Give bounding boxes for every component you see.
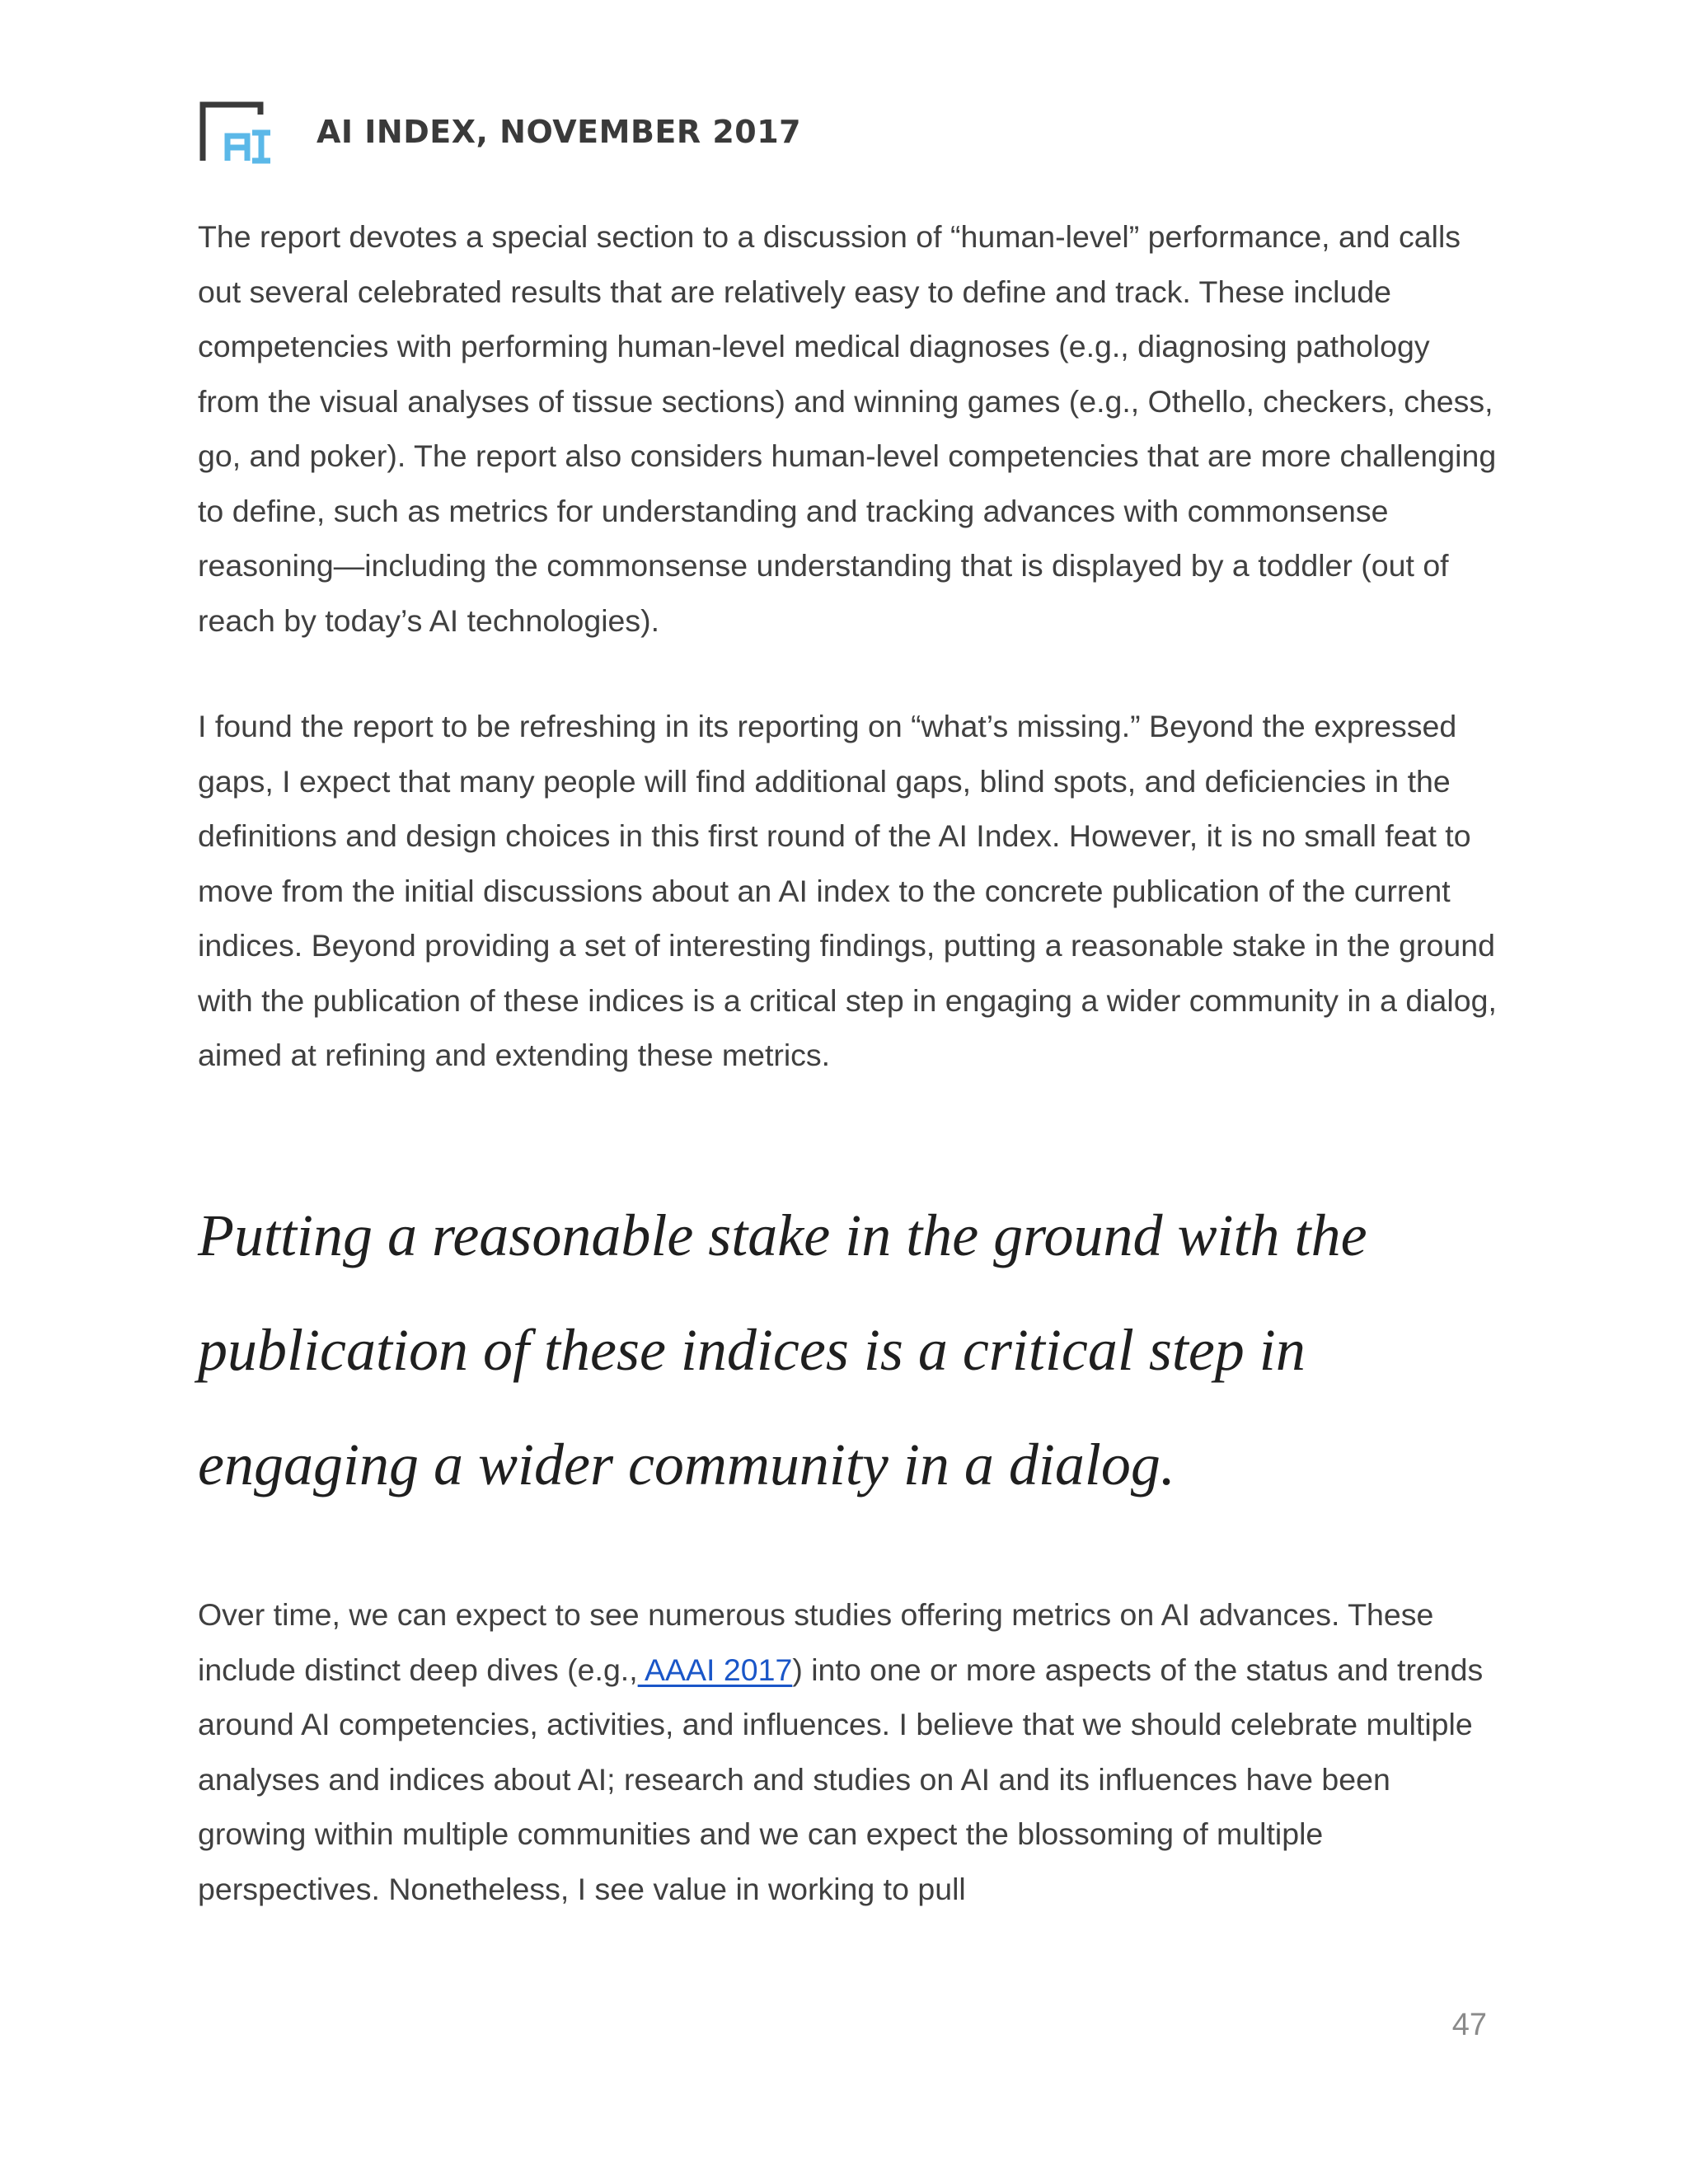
body-paragraph-3 xyxy=(198,1587,1500,1916)
aaai-2017-link[interactable]: AAAI 2017 xyxy=(637,1652,793,1687)
report-title: AI INDEX, NOVEMBER 2017 xyxy=(316,114,802,150)
page-number: 47 xyxy=(1451,2008,1487,2042)
paragraph-3-text-start: Over time, we can expect to see numerous studies offering metrics on AI advances. These include distinct deep dives (e.g., xyxy=(198,1597,1434,1687)
body-paragraph-2: I found the report to be refreshing in its reporting on “what’s missing.” Beyond the expressed gaps, I expect that many people will find additional gaps, blind spots, and deficiencies in the definitions and design choices in this first round of the AI Index. However, it is no small feat to move from the initial discussions about an AI index to the concrete publication of the current indices. Beyond providing a set of interesting findings, putting a reasonable stake in the ground with the publication of these indices is a critical step in engaging a wider community in a dialog, aimed at refining and extending these metrics. xyxy=(198,709,1497,1072)
pull-quote: Putting a reasonable stake in the ground with the publication of these indices is a critical step in engaging a wider community in a dialog. xyxy=(198,1202,1367,1497)
paragraph-3-text-end: ) into one or more aspects of the status and trends around AI competencies, activities, and influences. I believe that we should celebrate multiple analyses and indices about AI; research and studies on AI and its influences have been growing within multiple communities and we can expect the blossoming of multiple perspectives. Nonetheless, I see value in working to pull xyxy=(198,1652,1484,1906)
ai-index-logo-icon xyxy=(198,100,272,164)
body-paragraph-1: The report devotes a special section to a discussion of “human-level” performance, and calls out several celebrated results that are relatively easy to define and track. These include competencies with performing human-level medical diagnoses (e.g., diagnosing pathology from the visual analyses of tissue sections) and winning games (e.g., Othello, checkers, chess, go, and poker). The report also considers human-level competencies that are more challenging to define, such as metrics for understanding and tracking advances with commonsense reasoning—including the commonsense understanding that is displayed by a toddler (out of reach by today’s AI technologies). xyxy=(198,219,1497,638)
page-header xyxy=(198,99,801,165)
